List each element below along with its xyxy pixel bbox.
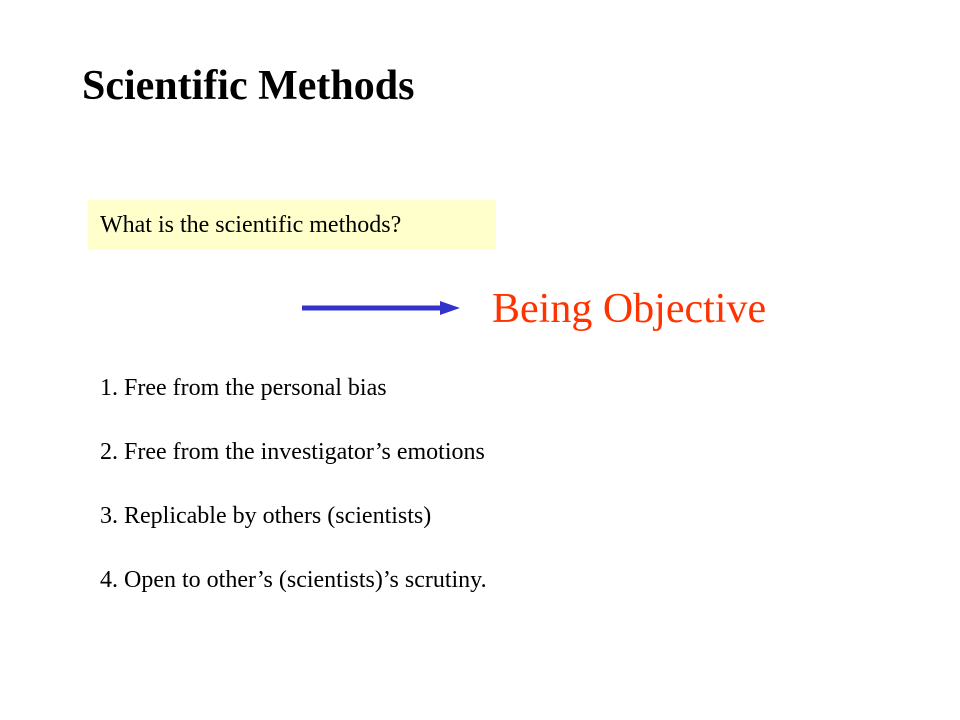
criteria-list (100, 370, 487, 626)
criteria-item: 1. Free from the personal bias (100, 375, 387, 401)
criteria-item: 3. Replicable by others (scientists) (100, 503, 432, 529)
right-arrow-icon (300, 296, 462, 320)
slide-title: Scientific Methods (82, 63, 415, 109)
answer-text: Being Objective (492, 286, 767, 332)
criteria-item: 4. Open to other’s (scientists)’s scrutiny. (100, 567, 487, 593)
question-box: What is the scientific methods? (88, 200, 496, 250)
criteria-item: 2. Free from the investigator’s emotions (100, 439, 485, 465)
